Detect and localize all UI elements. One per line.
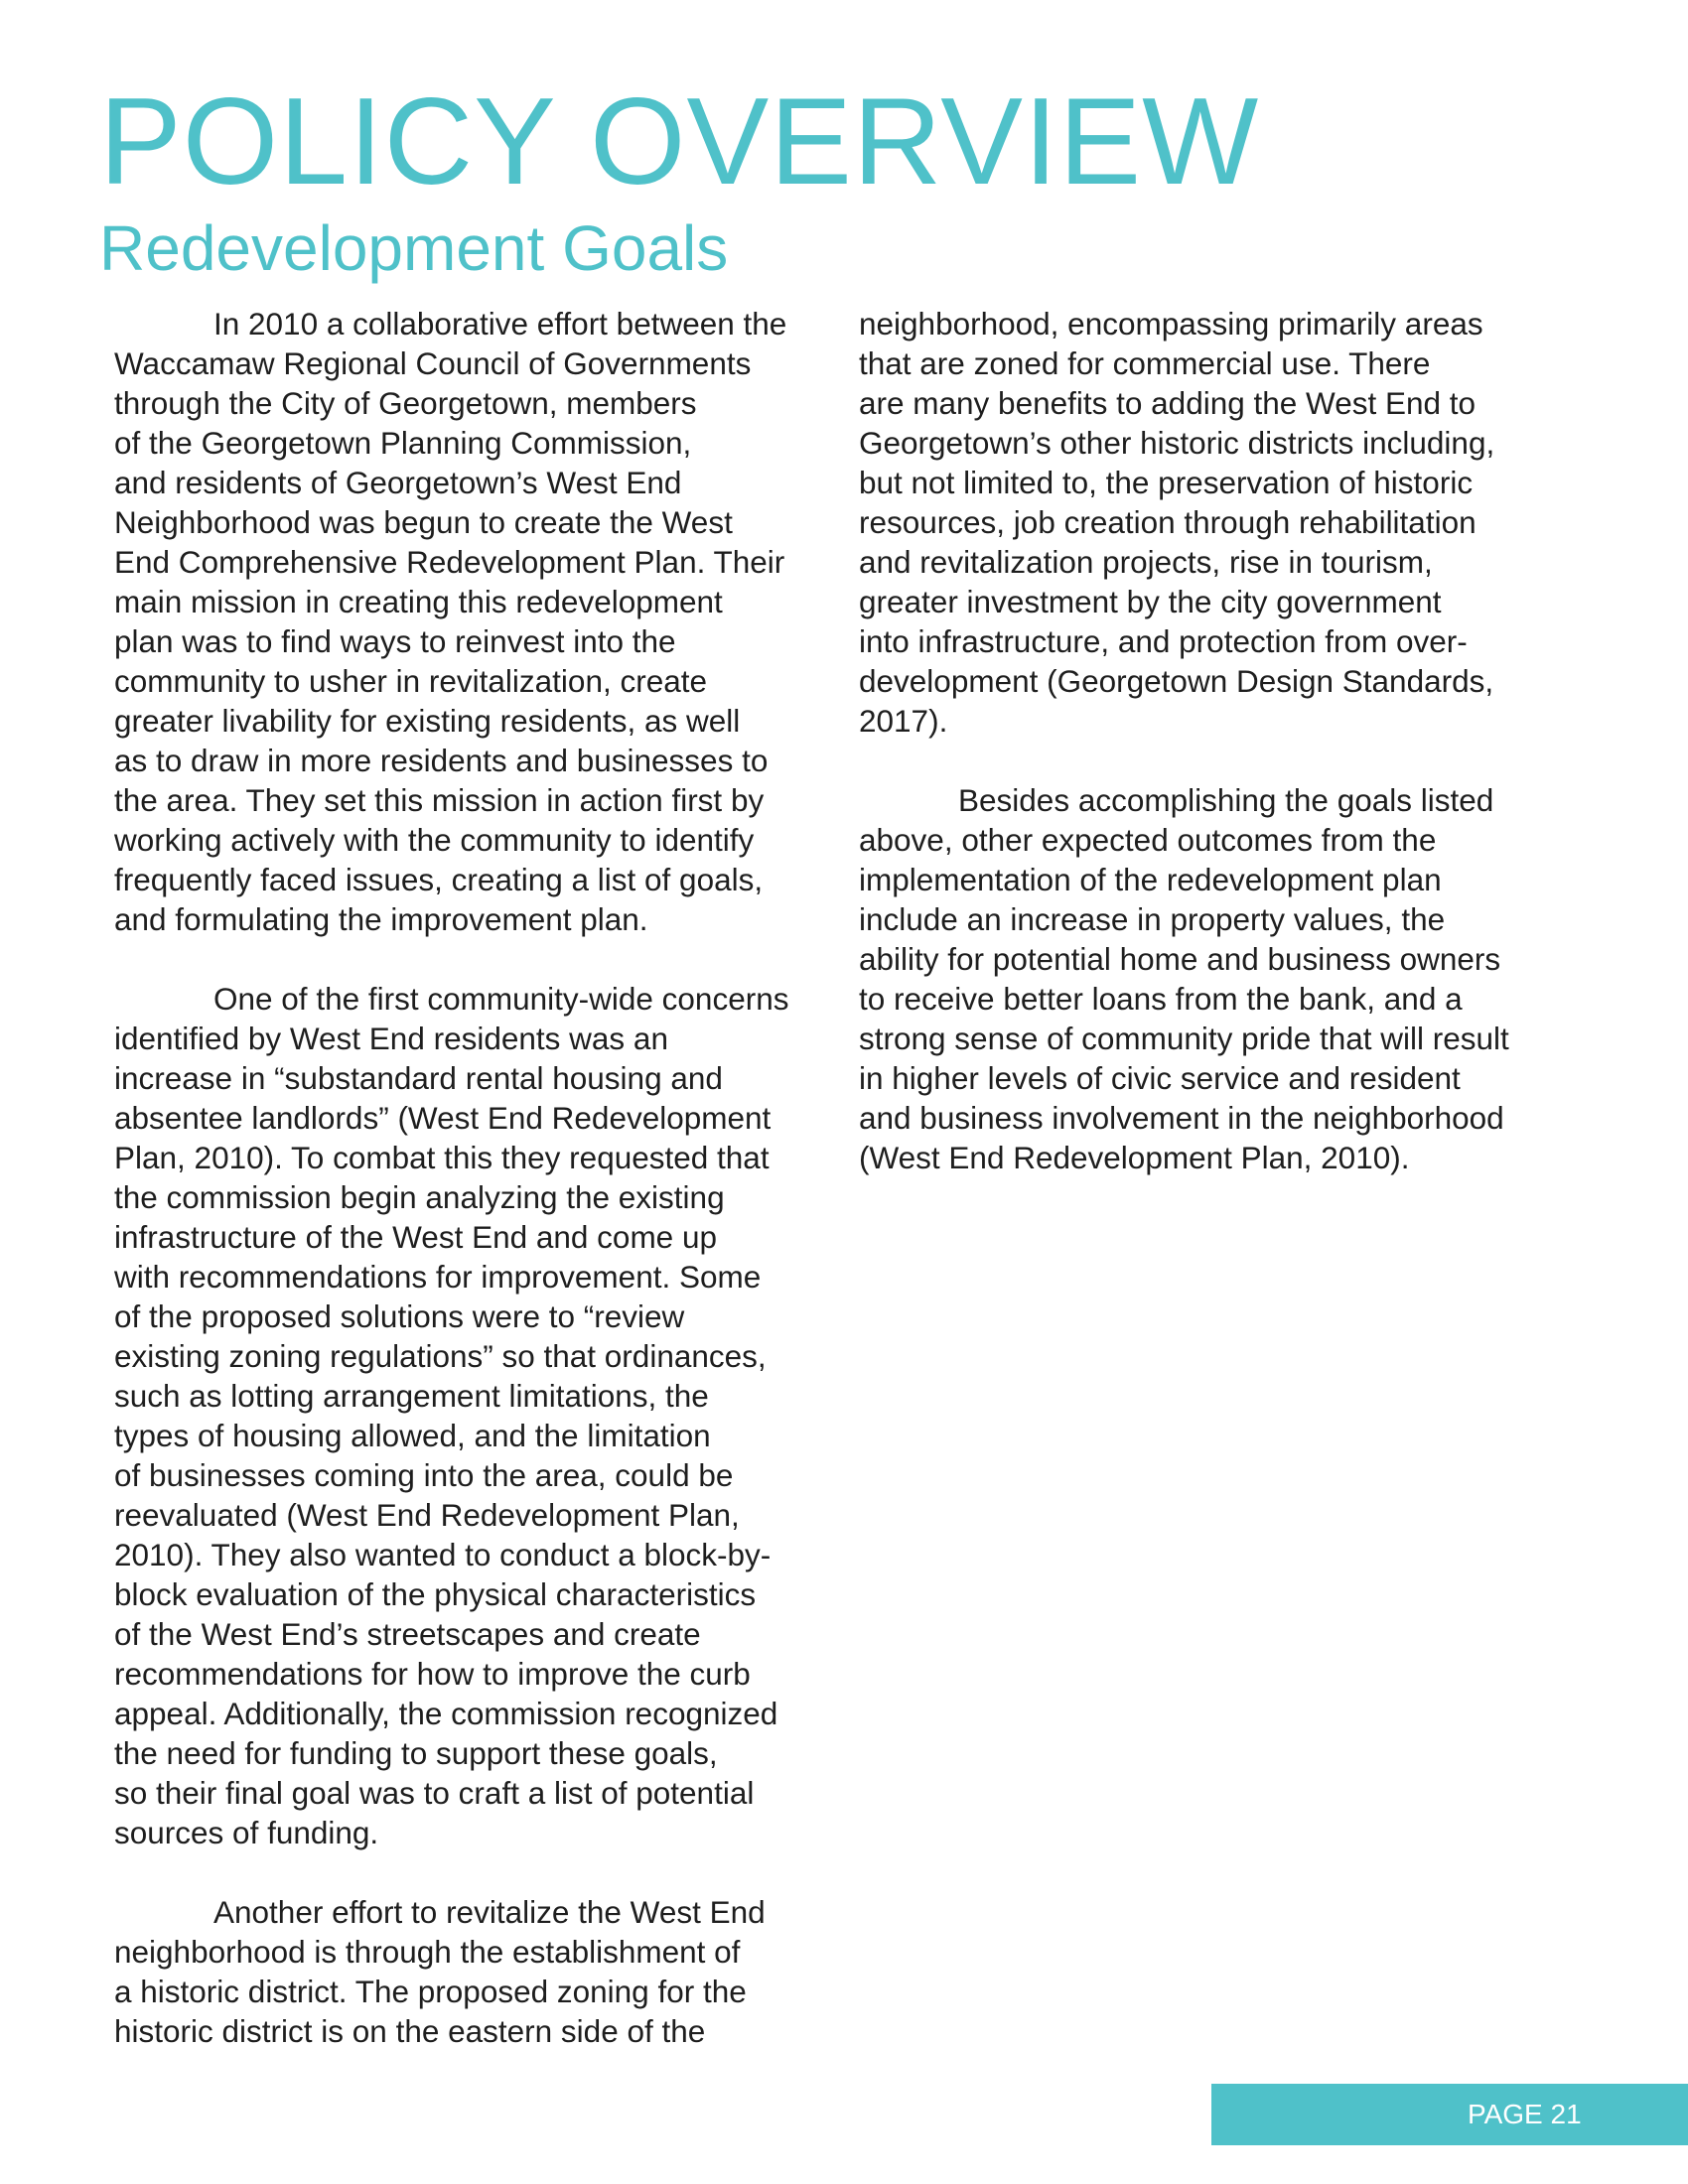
text-line: with recommendations for improvement. Some xyxy=(114,1259,762,1295)
text-line: so their final goal was to craft a list of potential xyxy=(114,1775,755,1811)
text-line: in higher levels of civic service and resident xyxy=(859,1060,1461,1096)
paragraph-collaborative-effort xyxy=(114,304,829,939)
text-line: above, other expected outcomes from the xyxy=(859,822,1437,858)
paragraph-community-concerns xyxy=(114,979,829,1852)
text-line: strong sense of community pride that will result xyxy=(859,1021,1509,1056)
text-line: infrastructure of the West End and come up xyxy=(114,1219,717,1255)
text-line: community to usher in revitalization, create xyxy=(114,663,708,699)
text-line: the area. They set this mission in action first by xyxy=(114,782,765,818)
text-line: of the West End’s streetscapes and create xyxy=(114,1616,701,1652)
text-line: Waccamaw Regional Council of Governments xyxy=(114,345,752,381)
text-line: 2010). They also wanted to conduct a block-by- xyxy=(114,1537,772,1572)
text-line: historic district is on the eastern side of the xyxy=(114,2013,706,2049)
text-line: into infrastructure, and protection from over- xyxy=(859,623,1468,659)
text-line: recommendations for how to improve the curb xyxy=(114,1656,751,1692)
text-line: (West End Redevelopment Plan, 2010). xyxy=(859,1140,1410,1175)
text-line: working actively with the community to identify xyxy=(114,822,755,858)
text-line: to receive better loans from the bank, and a xyxy=(859,981,1463,1017)
page-number-tab xyxy=(1211,2084,1688,2145)
text-line: appeal. Additionally, the commission recognized xyxy=(114,1696,778,1731)
paragraph-historic-district xyxy=(114,1892,829,2051)
text-line: main mission in creating this redevelopment xyxy=(114,584,723,619)
text-line: Besides accomplishing the goals listed xyxy=(958,782,1494,818)
text-line: Georgetown’s other historic districts including, xyxy=(859,425,1495,461)
text-line: neighborhood, encompassing primarily areas xyxy=(859,306,1483,341)
text-line: sources of funding. xyxy=(114,1815,379,1850)
text-line: greater investment by the city government xyxy=(859,584,1442,619)
text-line: of businesses coming into the area, could be xyxy=(114,1457,734,1493)
text-line: neighborhood is through the establishment of xyxy=(114,1934,741,1970)
text-line: ability for potential home and business owners xyxy=(859,941,1501,977)
text-line: a historic district. The proposed zoning for the xyxy=(114,1974,747,2009)
left-column xyxy=(114,304,829,2091)
page-number: PAGE 21 xyxy=(1468,2099,1582,2129)
page-title: POLICY OVERVIEW xyxy=(99,73,1260,210)
text-line: of the proposed solutions were to “review xyxy=(114,1298,685,1334)
text-line: and business involvement in the neighborhood xyxy=(859,1100,1504,1136)
text-line: identified by West End residents was an xyxy=(114,1021,668,1056)
text-line: and residents of Georgetown’s West End xyxy=(114,465,682,500)
text-line: Plan, 2010). To combat this they requested that xyxy=(114,1140,770,1175)
paragraph-expected-outcomes xyxy=(859,780,1574,1177)
text-line: Neighborhood was begun to create the West xyxy=(114,504,733,540)
text-line: End Comprehensive Redevelopment Plan. Their xyxy=(114,544,785,580)
paragraph-historic-benefits xyxy=(859,304,1574,741)
text-line: the need for funding to support these goals, xyxy=(114,1735,718,1771)
text-line: but not limited to, the preservation of historic xyxy=(859,465,1474,500)
text-line: In 2010 a collaborative effort between the xyxy=(213,306,787,341)
text-line: that are zoned for commercial use. There xyxy=(859,345,1431,381)
text-line: frequently faced issues, creating a list of goals, xyxy=(114,862,764,897)
text-line: through the City of Georgetown, members xyxy=(114,385,697,421)
right-column xyxy=(859,304,1574,1217)
text-line: implementation of the redevelopment plan xyxy=(859,862,1442,897)
text-line: the commission begin analyzing the existing xyxy=(114,1179,725,1215)
text-line: and revitalization projects, rise in tourism, xyxy=(859,544,1433,580)
text-line: reevaluated (West End Redevelopment Plan, xyxy=(114,1497,740,1533)
text-line: and formulating the improvement plan. xyxy=(114,901,648,937)
text-line: existing zoning regulations” so that ordinances, xyxy=(114,1338,767,1374)
text-line: absentee landlords” (West End Redevelopment xyxy=(114,1100,772,1136)
text-line: as to draw in more residents and businesses to xyxy=(114,743,769,778)
text-line: greater livability for existing residents, as well xyxy=(114,703,741,739)
text-line: increase in “substandard rental housing and xyxy=(114,1060,723,1096)
text-line: Another effort to revitalize the West End xyxy=(213,1894,766,1930)
text-line: are many benefits to adding the West End to xyxy=(859,385,1477,421)
text-line: plan was to find ways to reinvest into the xyxy=(114,623,676,659)
text-line: development (Georgetown Design Standards, xyxy=(859,663,1494,699)
text-line: block evaluation of the physical characteristics xyxy=(114,1576,757,1612)
text-line: One of the first community-wide concerns xyxy=(213,981,789,1017)
text-line: 2017). xyxy=(859,703,948,739)
text-line: such as lotting arrangement limitations, the xyxy=(114,1378,709,1414)
text-line: include an increase in property values, the xyxy=(859,901,1446,937)
text-line: of the Georgetown Planning Commission, xyxy=(114,425,692,461)
text-line: types of housing allowed, and the limitation xyxy=(114,1418,711,1453)
text-line: resources, job creation through rehabilitation xyxy=(859,504,1477,540)
section-title: Redevelopment Goals xyxy=(99,212,729,284)
